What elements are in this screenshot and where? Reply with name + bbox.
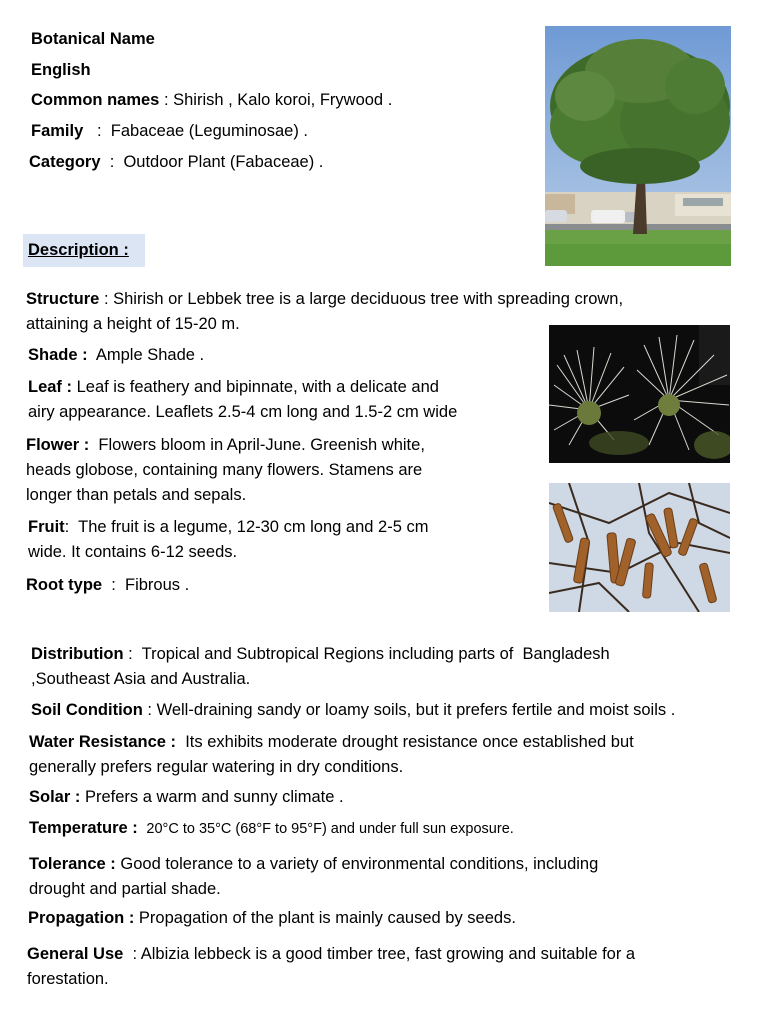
root-type-value: : Fibrous . [102, 576, 190, 594]
flower-row [26, 434, 425, 456]
common-names-label: Common names [31, 91, 160, 109]
water-resistance-row [29, 731, 634, 753]
propagation-row [28, 907, 516, 929]
distribution-value: : Tropical and Subtropical Regions including parts of Bangladesh [123, 645, 610, 663]
flower-photo [549, 325, 730, 463]
tolerance-label: Tolerance : [29, 855, 116, 873]
flower-line-3: longer than petals and sepals. [26, 486, 247, 504]
temperature-value: 20°C to 35°C (68°F to 95°F) and under full sun exposure. [142, 821, 514, 837]
propagation-label: Propagation : [28, 909, 135, 927]
solar-row [29, 786, 344, 808]
propagation-value: Propagation of the plant is mainly caused by seeds. [134, 909, 516, 927]
root-type-row [26, 574, 189, 596]
structure-row [26, 288, 623, 310]
water-resistance-label: Water Resistance : [29, 733, 181, 751]
temperature-label: Temperature : [29, 819, 143, 837]
botanical-name-label: Botanical Name [31, 30, 155, 48]
description-heading: Description : [28, 241, 129, 259]
family-label: Family [31, 122, 84, 140]
category-label: Category [29, 153, 101, 171]
flower-line-2: heads globose, containing many flowers. Stamens are [26, 461, 423, 479]
general-use-line-2: forestation. [27, 970, 109, 988]
shade-label: Shade : [28, 346, 93, 364]
leaf-label: Leaf : [28, 378, 73, 396]
structure-label: Structure [26, 290, 100, 308]
root-type-label: Root type [26, 576, 103, 594]
general-use-label: General Use [27, 945, 133, 963]
solar-value: Prefers a warm and sunny climate . [80, 788, 344, 806]
structure-line-2: attaining a height of 15-20 m. [26, 315, 240, 333]
tolerance-row [29, 853, 598, 875]
tree-photo [545, 26, 731, 266]
fruit-value: : The fruit is a legume, 12-30 cm long and 2-5 cm [64, 518, 429, 536]
soil-condition-row [31, 699, 675, 721]
general-use-row [27, 943, 635, 965]
fruit-row [28, 516, 428, 538]
english-label: English [31, 61, 91, 79]
fruit-label: Fruit [28, 518, 65, 536]
tolerance-line-2: drought and partial shade. [29, 880, 221, 898]
leaf-line-2: airy appearance. Leaflets 2.5-4 cm long and 1.5-2 cm wide [28, 403, 458, 421]
family-row [31, 120, 308, 142]
flower-label: Flower : [26, 436, 94, 454]
flower-value: Flowers bloom in April-June. Greenish white, [93, 436, 425, 454]
structure-value: : Shirish or Lebbek tree is a large deciduous tree with spreading crown, [99, 290, 624, 308]
water-resistance-line-2: generally prefers regular watering in dry conditions. [29, 758, 404, 776]
distribution-line-2: ,Southeast Asia and Australia. [31, 670, 251, 688]
category-row [29, 151, 323, 173]
shade-value: Ample Shade . [92, 346, 205, 364]
leaf-value: Leaf is feathery and bipinnate, with a delicate and [72, 378, 439, 396]
shade-row [28, 344, 204, 366]
soil-condition-value: : Well-draining sandy or loamy soils, but it prefers fertile and moist soils . [142, 701, 676, 719]
fruit-line-2: wide. It contains 6-12 seeds. [28, 543, 238, 561]
family-value: : Fabaceae (Leguminosae) . [83, 122, 308, 140]
water-resistance-value: Its exhibits moderate drought resistance once established but [180, 733, 634, 751]
distribution-row [31, 643, 610, 665]
general-use-value: : Albizia lebbeck is a good timber tree, fast growing and suitable for a [132, 945, 636, 963]
solar-label: Solar : [29, 788, 81, 806]
leaf-row [28, 376, 439, 398]
soil-condition-label: Soil Condition [31, 701, 143, 719]
category-value: : Outdoor Plant (Fabaceae) . [100, 153, 324, 171]
temperature-row [29, 817, 514, 840]
common-names-row [31, 89, 392, 111]
distribution-label: Distribution [31, 645, 124, 663]
tolerance-value: Good tolerance to a variety of environmental conditions, including [115, 855, 599, 873]
common-names-value: : Shirish , Kalo koroi, Frywood . [159, 91, 393, 109]
seed-pod-photo [549, 483, 730, 612]
